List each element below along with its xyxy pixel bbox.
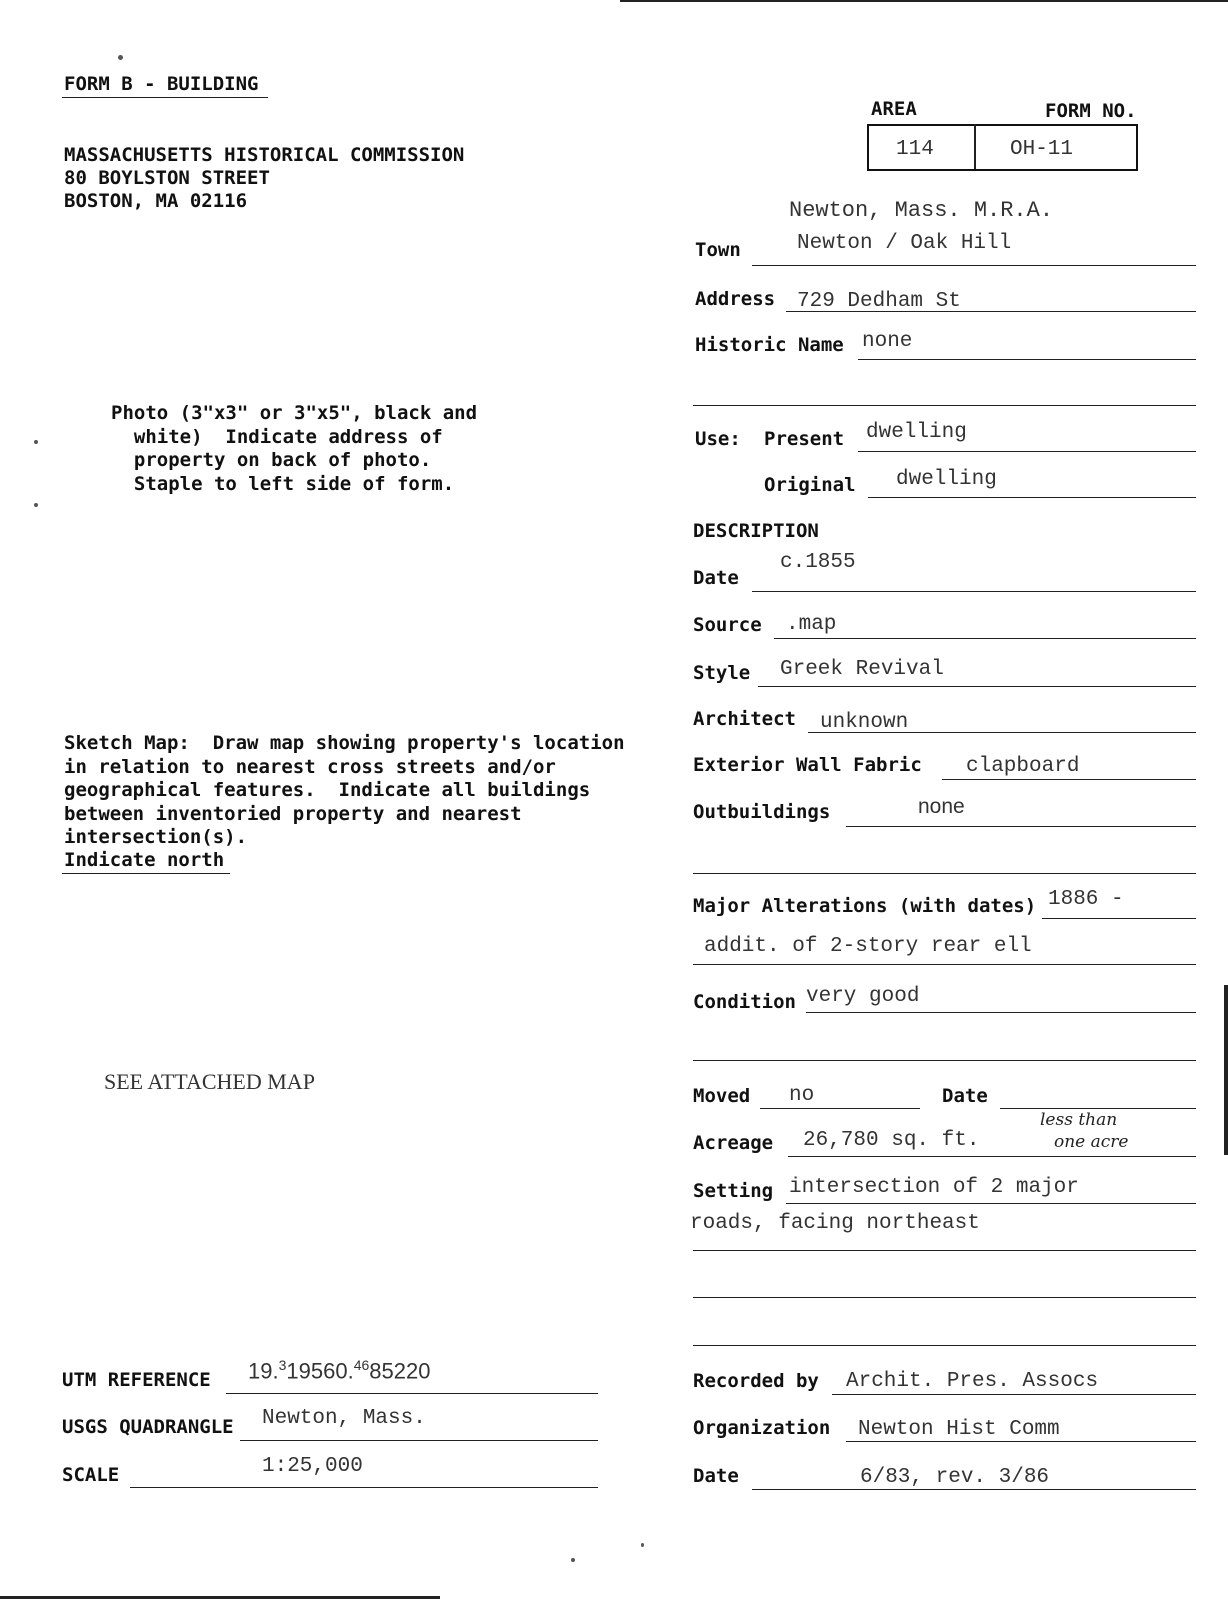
major-alterations-rule: [1042, 918, 1196, 919]
exterior-wall-value: clapboard: [966, 755, 1080, 778]
form-no-value: OH-11: [1010, 138, 1074, 161]
outbuildings-rule-2: [693, 873, 1196, 874]
area-label: AREA: [871, 98, 917, 120]
moved-label: Moved: [693, 1085, 751, 1107]
date-label: Date: [693, 567, 739, 589]
scan-speck: [118, 55, 123, 60]
historic-name-value: none: [862, 330, 913, 353]
setting-rule-3: [693, 1297, 1196, 1298]
form-title-underline: [62, 97, 268, 98]
setting-rule: [786, 1203, 1196, 1204]
acreage-rule: [788, 1156, 1196, 1157]
source-value: .map: [786, 613, 837, 636]
scan-edge-top: [620, 0, 1228, 2]
moved-date-label: Date: [942, 1085, 988, 1107]
organization-label: Organization: [693, 1417, 831, 1439]
moved-rule: [760, 1108, 920, 1109]
setting-rule-4: [693, 1345, 1196, 1346]
source-rule: [774, 638, 1196, 639]
moved-value: no: [789, 1084, 815, 1107]
organization-rule: [846, 1441, 1196, 1442]
scan-edge-bottom: [0, 1596, 440, 1599]
major-alterations-rule-2: [693, 964, 1196, 965]
acreage-label: Acreage: [693, 1132, 774, 1154]
scan-speck: [34, 503, 38, 507]
photo-instructions: Photo (3"x3" or 3"x5", black and white) Indicate address of property on back of photo. Staple to left side of form.: [111, 402, 478, 495]
utm-label: UTM REFERENCE: [62, 1369, 211, 1391]
condition-label: Condition: [693, 991, 796, 1013]
form-no-label: FORM NO.: [1045, 100, 1137, 122]
exterior-wall-rule: [942, 779, 1196, 780]
outbuildings-label: Outbuildings: [693, 801, 831, 823]
condition-rule: [806, 1012, 1196, 1013]
use-original-value: dwelling: [896, 468, 997, 491]
architect-rule: [808, 732, 1196, 733]
use-present-value: dwelling: [866, 421, 967, 444]
acreage-note-1: less than: [1040, 1110, 1118, 1130]
scale-label: SCALE: [62, 1464, 120, 1486]
style-rule: [758, 686, 1196, 687]
date-recorded-rule: [752, 1489, 1196, 1490]
area-form-divider: [974, 124, 976, 169]
description-heading: DESCRIPTION: [693, 520, 819, 542]
town-value: Newton / Oak Hill: [797, 232, 1012, 255]
usgs-value: Newton, Mass.: [262, 1407, 426, 1430]
town-rule: [752, 265, 1196, 266]
usgs-label: USGS QUADRANGLE: [62, 1416, 234, 1438]
acreage-note-2: one acre: [1054, 1132, 1129, 1152]
utm-value-mid: 19560.: [286, 1358, 354, 1384]
date-rule: [752, 591, 1196, 592]
style-label: Style: [693, 662, 751, 684]
setting-rule-2: [693, 1250, 1196, 1251]
style-value: Greek Revival: [780, 658, 944, 681]
address-value: 729 Dedham St: [797, 290, 961, 313]
sketch-map-instructions: Sketch Map: Draw map showing property's location in relation to nearest cross streets and/or geographical features. Indicate all buildings between inventoried property and nearest intersection(s).: [64, 732, 625, 848]
address-rule: [786, 311, 1196, 312]
major-alterations-value: 1886 -: [1048, 888, 1124, 911]
condition-rule-2: [693, 1060, 1196, 1061]
commission-address: MASSACHUSETTS HISTORICAL COMMISSION 80 BOYLSTON STREET BOSTON, MA 02116: [64, 144, 465, 212]
historic-name-rule-2: [693, 405, 1196, 406]
scan-speck: [571, 1558, 575, 1562]
major-alterations-label: Major Alterations (with dates): [693, 895, 1037, 917]
utm-value-sup1: 3: [278, 1357, 287, 1373]
recorded-by-value: Archit. Pres. Assocs: [846, 1370, 1099, 1393]
use-original-label: Original: [764, 474, 856, 496]
setting-label: Setting: [693, 1180, 774, 1202]
use-present-rule: [858, 451, 1196, 452]
use-original-rule: [868, 497, 1196, 498]
area-value: 114: [896, 138, 934, 161]
outbuildings-rule: [846, 826, 1196, 827]
address-label: Address: [695, 288, 776, 310]
usgs-rule: [240, 1440, 598, 1441]
historic-name-label: Historic Name: [695, 334, 844, 356]
town-header: Newton, Mass. M.R.A.: [789, 198, 1054, 223]
scale-rule: [130, 1487, 598, 1488]
architect-value: unknown: [820, 711, 909, 734]
utm-value-end: 85220: [369, 1358, 431, 1384]
outbuildings-value: none: [918, 795, 965, 818]
historic-name-rule: [858, 359, 1196, 360]
date-value: c.1855: [780, 551, 856, 574]
form-title: FORM B - BUILDING: [64, 73, 259, 95]
setting-value: intersection of 2 major: [789, 1176, 1079, 1199]
recorded-by-rule: [832, 1394, 1196, 1395]
date-recorded-value: 6/83, rev. 3/86: [860, 1466, 1050, 1489]
utm-value-prefix: 19.: [248, 1358, 279, 1384]
indicate-north: Indicate north: [64, 849, 225, 871]
scan-speck: [34, 440, 38, 444]
condition-value: very good: [806, 985, 920, 1008]
exterior-wall-label: Exterior Wall Fabric: [693, 754, 922, 776]
utm-rule: [226, 1393, 598, 1394]
setting-value-2: roads, facing northeast: [690, 1212, 980, 1235]
use-present-label: Present: [764, 428, 845, 450]
see-attached-map: SEE ATTACHED MAP: [104, 1069, 315, 1094]
recorded-by-label: Recorded by: [693, 1370, 819, 1392]
utm-value: [248, 1357, 430, 1384]
scan-edge-right: [1224, 985, 1228, 1155]
scale-value: 1:25,000: [262, 1455, 363, 1478]
town-label: Town: [695, 239, 741, 261]
date-recorded-label: Date: [693, 1465, 739, 1487]
indicate-north-underline: [62, 873, 230, 874]
major-alterations-value-2: addit. of 2-story rear ell: [704, 935, 1032, 958]
organization-value: Newton Hist Comm: [858, 1418, 1060, 1441]
source-label: Source: [693, 614, 762, 636]
use-label: Use:: [695, 428, 741, 450]
utm-value-sup2: 46: [353, 1357, 370, 1373]
architect-label: Architect: [693, 708, 796, 730]
acreage-value: 26,780 sq. ft.: [803, 1129, 980, 1152]
moved-date-rule: [1000, 1108, 1196, 1109]
scan-speck: [641, 1543, 644, 1547]
